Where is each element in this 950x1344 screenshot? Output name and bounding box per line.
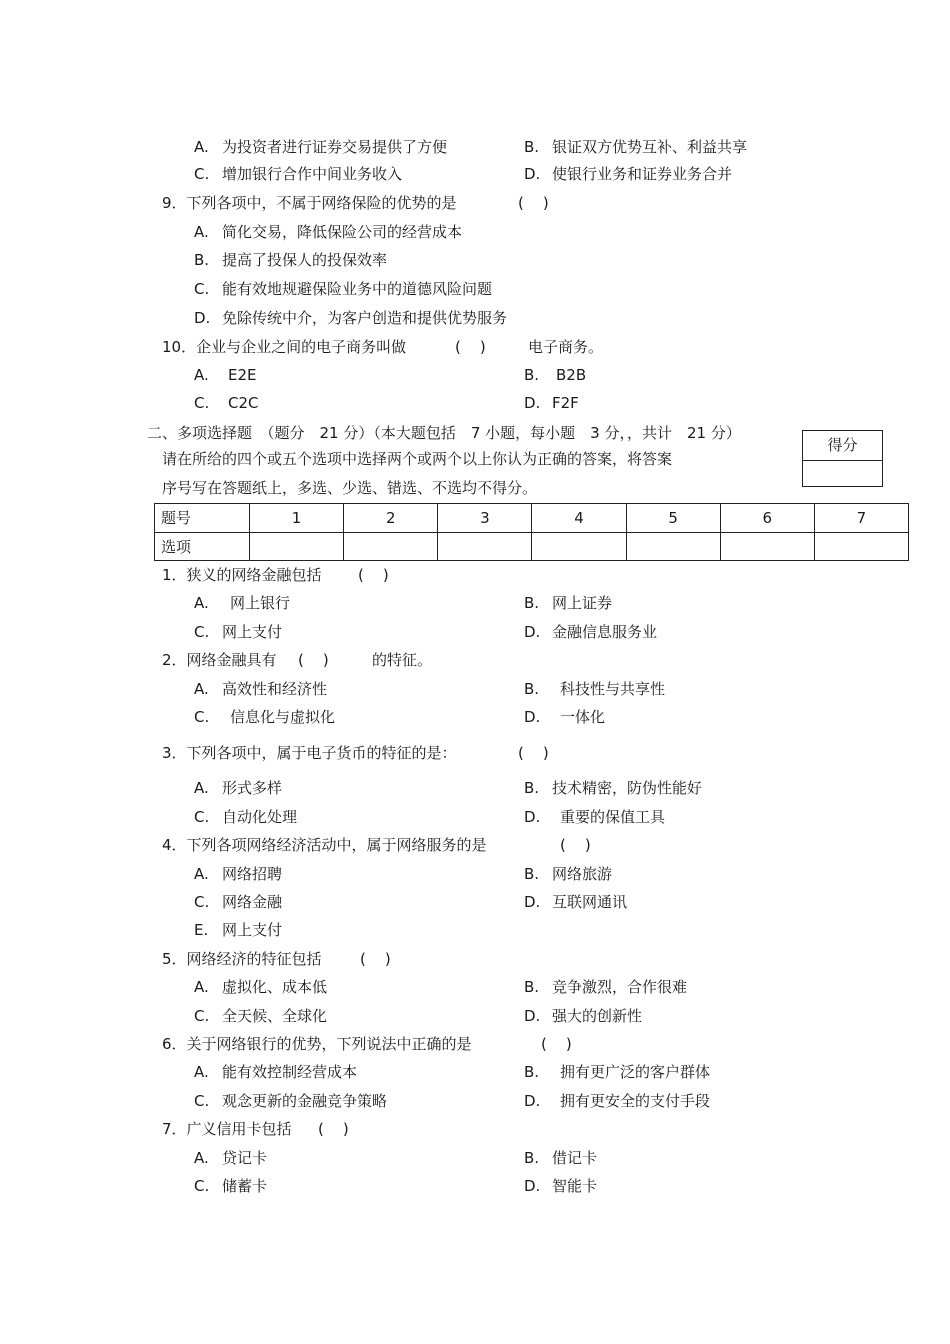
answer-cell[interactable] (814, 532, 908, 561)
option-key: D. (524, 1092, 541, 1110)
mq5-stem: 5．网络经济的特征包括 (162, 950, 322, 968)
mq2-option-c (194, 707, 335, 727)
table-row (155, 532, 909, 561)
question-number-cell: 2 (344, 504, 438, 533)
mq1-option-a (194, 593, 290, 613)
mq5-option-d (524, 1006, 642, 1026)
q10-option-d (524, 393, 579, 413)
answer-table (154, 503, 909, 561)
mq4-option-e (194, 920, 282, 940)
q10-option-a (194, 365, 257, 385)
question-number-cell: 6 (720, 504, 814, 533)
question-number-cell: 5 (626, 504, 720, 533)
q9-option-b (194, 250, 387, 270)
option-text: 互联网通讯 (552, 893, 628, 911)
option-text: C2C (228, 394, 259, 412)
mq3-option-a (194, 778, 282, 798)
option-key: B. (524, 680, 540, 698)
option-text: 简化交易，降低保险公司的经营成本 (222, 223, 463, 241)
option-key: A. (194, 865, 209, 883)
mq1-option-b (524, 593, 612, 613)
option-key: A. (194, 1149, 209, 1167)
option-key: D. (524, 623, 541, 641)
option-text: 借记卡 (552, 1149, 598, 1167)
question-number-cell: 7 (814, 504, 908, 533)
option-key: D. (524, 1177, 541, 1195)
answer-cell[interactable] (532, 532, 626, 561)
mq3-option-d (524, 807, 665, 827)
mq2-answer-paren: ( ) (298, 651, 329, 669)
q9-option-d (194, 308, 507, 328)
mq2-stem: 2．网络金融具有 (162, 651, 277, 669)
mq5-option-a (194, 977, 327, 997)
answer-cell[interactable] (626, 532, 720, 561)
option-key: C. (194, 280, 210, 298)
option-key: C. (194, 1092, 210, 1110)
option-text: 储蓄卡 (222, 1177, 268, 1195)
option-text: 高效性和经济性 (222, 680, 328, 698)
option-key: D. (524, 394, 541, 412)
option-text: 银证双方优势互补、利益共享 (552, 138, 748, 156)
option-text: 贷记卡 (222, 1149, 268, 1167)
mq1-answer-paren: ( ) (358, 566, 389, 584)
option-key: C. (194, 165, 210, 183)
q8-option-c (194, 164, 402, 184)
option-text: 一体化 (560, 708, 606, 726)
mq4-option-a (194, 864, 282, 884)
option-key: B. (524, 138, 540, 156)
score-box (802, 430, 883, 487)
option-key: D. (524, 808, 541, 826)
q9-option-c (194, 279, 492, 299)
q9-answer-paren: ( ) (518, 194, 549, 212)
mq1-option-d (524, 622, 657, 642)
option-text: 增加银行合作中间业务收入 (222, 165, 403, 183)
mq1-stem: 1．狭义的网络金融包括 (162, 566, 322, 584)
mq5-option-b (524, 977, 687, 997)
option-key: B. (194, 251, 210, 269)
option-key: A. (194, 223, 209, 241)
table-row (155, 504, 909, 533)
row-header-number: 题号 (155, 504, 250, 533)
option-text: 金融信息服务业 (552, 623, 658, 641)
option-key: A. (194, 779, 209, 797)
answer-cell[interactable] (344, 532, 438, 561)
option-key: A. (194, 594, 209, 612)
option-key: D. (524, 708, 541, 726)
mq7-stem: 7．广义信用卡包括 (162, 1120, 292, 1138)
option-key: B. (524, 779, 540, 797)
mq2-option-d (524, 707, 605, 727)
mq7-option-a (194, 1148, 267, 1168)
mq6-option-c (194, 1091, 387, 1111)
q8-option-a (194, 137, 447, 157)
option-text: 形式多样 (222, 779, 283, 797)
mq7-option-d (524, 1176, 597, 1196)
option-key: B. (524, 1063, 540, 1081)
row-header-option: 选项 (155, 532, 250, 561)
option-text: 信息化与虚拟化 (230, 708, 336, 726)
option-text: 使银行业务和证券业务合并 (552, 165, 733, 183)
option-text: 技术精密，防伪性能好 (552, 779, 703, 797)
option-text: 强大的创新性 (552, 1007, 643, 1025)
option-text: 观念更新的金融竞争策略 (222, 1092, 388, 1110)
option-text: 网上支付 (222, 623, 283, 641)
option-text: 能有效地规避保险业务中的道德风险问题 (222, 280, 493, 298)
question-number-cell: 4 (532, 504, 626, 533)
mq3-answer-paren: ( ) (518, 744, 549, 762)
q9-option-a (194, 222, 462, 242)
score-field[interactable] (803, 461, 882, 487)
section2-instructions-line1: 请在所给的四个或五个选项中选择两个或两个以上你认为正确的答案，将答案 (162, 450, 673, 468)
q8-option-d (524, 164, 732, 184)
option-text: B2B (556, 366, 587, 384)
option-key: A. (194, 978, 209, 996)
mq2-option-a (194, 679, 327, 699)
option-key: C. (194, 808, 210, 826)
option-text: 智能卡 (552, 1177, 598, 1195)
question-number-cell: 1 (250, 504, 344, 533)
option-text: 为投资者进行证券交易提供了方便 (222, 138, 448, 156)
mq3-option-c (194, 807, 297, 827)
option-key: C. (194, 1177, 210, 1195)
mq4-option-b (524, 864, 612, 884)
option-text: 自动化处理 (222, 808, 298, 826)
option-text: 重要的保值工具 (560, 808, 666, 826)
option-text: 竞争激烈，合作很难 (552, 978, 688, 996)
option-key: D. (524, 893, 541, 911)
q10-stem: 10．企业与企业之间的电子商务叫做 (162, 338, 407, 356)
option-key: D. (194, 309, 211, 327)
answer-cell[interactable] (250, 532, 344, 561)
option-text: 网络招聘 (222, 865, 283, 883)
mq6-option-a (194, 1062, 357, 1082)
option-text: 网上支付 (222, 921, 283, 939)
option-text: 网络旅游 (552, 865, 613, 883)
option-text: 免除传统中介，为客户创造和提供优势服务 (222, 309, 508, 327)
option-text: 拥有更安全的支付手段 (560, 1092, 711, 1110)
option-key: C. (194, 623, 210, 641)
option-text: 科技性与共享性 (560, 680, 666, 698)
mq5-option-c (194, 1006, 327, 1026)
option-text: 网络金融 (222, 893, 283, 911)
option-text: E2E (228, 366, 257, 384)
option-text: 虚拟化、成本低 (222, 978, 328, 996)
option-key: B. (524, 1149, 540, 1167)
option-key: A. (194, 138, 209, 156)
mq6-stem: 6．关于网络银行的优势，下列说法中正确的是 (162, 1035, 472, 1053)
option-key: A. (194, 1063, 209, 1081)
option-key: C. (194, 708, 210, 726)
option-key: D. (524, 165, 541, 183)
mq4-answer-paren: ( ) (560, 836, 591, 854)
mq6-option-b (524, 1062, 710, 1082)
section2-instructions-line2: 序号写在答题纸上，多选、少选、错选、不选均不得分。 (162, 479, 538, 497)
mq3-option-b (524, 778, 702, 798)
option-key: B. (524, 865, 540, 883)
option-text: 网上证券 (552, 594, 613, 612)
q10-option-b (524, 365, 586, 385)
q10-answer-paren: ( ) (455, 338, 486, 356)
section2-title: 二、多项选择题 （题分 21 分）（本大题包括 7 小题，每小题 3 分，，共计 21 分） (147, 424, 741, 442)
mq7-option-c (194, 1176, 267, 1196)
mq2-tail: 的特征。 (372, 651, 433, 669)
answer-cell[interactable] (438, 532, 532, 561)
option-text: F2F (552, 394, 579, 412)
question-number-cell: 3 (438, 504, 532, 533)
option-key: B. (524, 594, 540, 612)
option-key: B. (524, 366, 540, 384)
option-key: C. (194, 394, 210, 412)
option-text: 能有效控制经营成本 (222, 1063, 358, 1081)
mq3-stem: 3．下列各项中，属于电子货币的特征的是： (162, 744, 457, 762)
option-key: C. (194, 1007, 210, 1025)
mq7-option-b (524, 1148, 597, 1168)
answer-cell[interactable] (720, 532, 814, 561)
mq4-stem: 4．下列各项网络经济活动中，属于网络服务的是 (162, 836, 487, 854)
q9-stem: 9．下列各项中，不属于网络保险的优势的是 (162, 194, 457, 212)
q10-option-c (194, 393, 259, 413)
option-text: 全天候、全球化 (222, 1007, 328, 1025)
mq1-option-c (194, 622, 282, 642)
option-key: B. (524, 978, 540, 996)
mq6-option-d (524, 1091, 710, 1111)
option-key: A. (194, 366, 209, 384)
option-text: 提高了投保人的投保效率 (222, 251, 388, 269)
option-key: A. (194, 680, 209, 698)
mq2-option-b (524, 679, 665, 699)
q10-tail: 电子商务。 (528, 338, 604, 356)
option-text: 拥有更广泛的客户群体 (560, 1063, 711, 1081)
q8-option-b (524, 137, 747, 157)
mq5-answer-paren: ( ) (360, 950, 391, 968)
mq4-option-c (194, 892, 282, 912)
option-key: E. (194, 921, 209, 939)
mq4-option-d (524, 892, 627, 912)
mq6-answer-paren: ( ) (541, 1035, 572, 1053)
option-key: C. (194, 893, 210, 911)
option-text: 网上银行 (230, 594, 291, 612)
option-key: D. (524, 1007, 541, 1025)
score-label: 得分 (803, 431, 882, 461)
mq7-answer-paren: ( ) (318, 1120, 349, 1138)
